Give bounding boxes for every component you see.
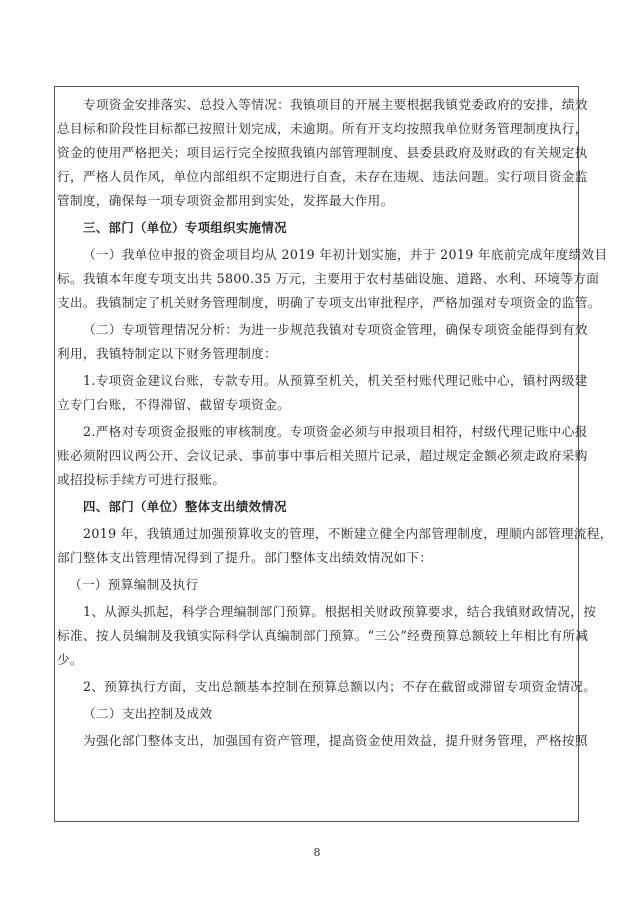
paragraph-line: 2.严格对专项资金报账的审核制度。专项资金必须与申报项目相符，村级代理记账中心报 bbox=[83, 424, 588, 439]
paragraph-line: 1、从源头抓起，科学合理编制部门预算。根据相关财政预算要求，结合我镇财政情况，按 bbox=[83, 604, 597, 619]
paragraph-line: 或招投标手续方可进行报账。 bbox=[57, 472, 226, 487]
paragraph-line: 专项资金安排落实、总投入等情况：我镇项目的开展主要根据我镇党委政府的安排，绩效 bbox=[83, 97, 588, 112]
paragraph-line: 管制度，确保每一项专项资金都用到实处，发挥最大作用。 bbox=[57, 193, 394, 208]
paragraph-line: 资金的使用严格把关；项目运行完全按照我镇内部管理制度、县委县政府及财政的有关规定执 bbox=[57, 145, 588, 160]
section-heading: 四、部门（单位）整体支出绩效情况 bbox=[83, 499, 287, 514]
paragraph-line: 2019 年，我镇通过加强预算收支的管理，不断建立健全内部管理制度，理顺内部管理流程， bbox=[83, 526, 613, 541]
paragraph-line: 支出。我镇制定了机关财务管理制度，明确了专项支出审批程序，严格加强对专项资金的监管。 bbox=[57, 295, 601, 310]
paragraph-line: 为强化部门整体支出，加强国有资产管理，提高资金使用效益，提升财务管理，严格按照 bbox=[83, 733, 588, 748]
page-number: 8 bbox=[313, 846, 321, 859]
paragraph-line: 标准、按人员编制及我镇实际科学认真编制部门预算。“三公”经费预算总额较上年相比有所减 bbox=[57, 628, 589, 643]
section-heading: 三、部门（单位）专项组织实施情况 bbox=[83, 220, 287, 235]
paragraph-line: 账必须附四议两公开、会议记录、事前事中事后相关照片记录，超过规定金额必须走政府采购 bbox=[57, 448, 588, 463]
document-content-frame bbox=[54, 86, 613, 822]
paragraph-line: 标。我镇本年度专项支出共 5800.35 万元，主要用于农村基础设施、道路、水利、环境等方面 bbox=[57, 271, 600, 286]
paragraph-line: 2、预算执行方面，支出总额基本控制在预算总额以内；不存在截留或滞留专项资金情况。 bbox=[83, 679, 597, 694]
paragraph-line: （二）支出控制及成效 bbox=[83, 706, 213, 721]
paragraph-line: 部门整体支出管理情况得到了提升。部门整体支出绩效情况如下： bbox=[57, 550, 433, 565]
paragraph-line: 立专门台账，不得滞留、截留专项资金。 bbox=[57, 397, 290, 412]
paragraph-line: 总目标和阶段性目标都已按照计划完成，未逾期。所有开支均按照我单位财务管理制度执行， bbox=[57, 121, 588, 136]
paragraph-line: （一）我单位申报的资金项目均从 2019 年初计划实施，并于 2019 年底前完成年度绩效目 bbox=[83, 247, 608, 262]
paragraph-line: （一）预算编制及执行 bbox=[69, 577, 199, 592]
paragraph-line: 行，严格人员作风，单位内部组织不定期进行自查，未存在违规、违法问题。实行项目资金监 bbox=[57, 169, 588, 184]
paragraph-line: 少。 bbox=[57, 652, 83, 667]
paragraph-line: 利用，我镇特制定以下财务管理制度： bbox=[57, 346, 278, 361]
paragraph-line: （二）专项管理情况分析：为进一步规范我镇对专项资金管理，确保专项资金能得到有效 bbox=[83, 322, 588, 337]
paragraph-line: 1.专项资金建议台账，专款专用。从预算至机关，机关至村账代理记账中心，镇村两级建 bbox=[83, 373, 588, 388]
